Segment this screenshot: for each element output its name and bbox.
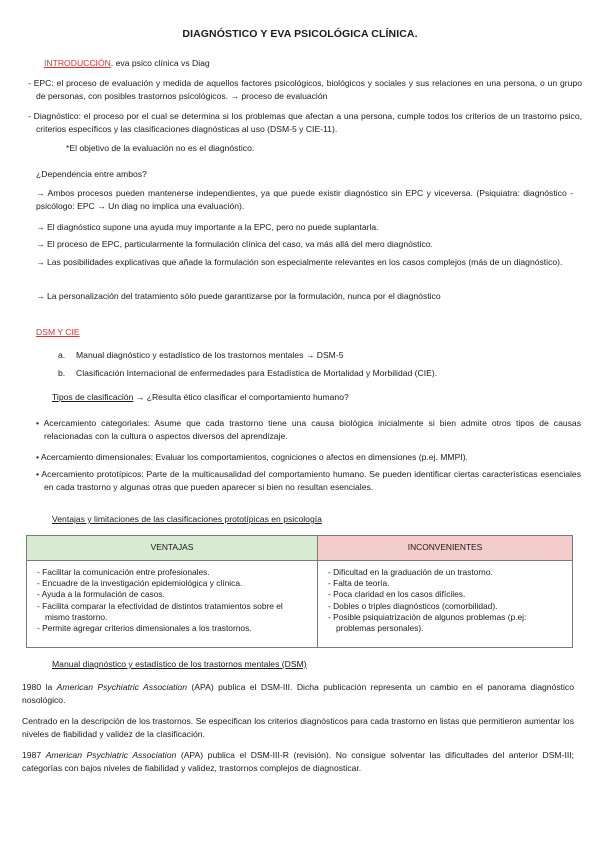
list-item-b: Clasificación Internacional de enfermedades para Estadística de Mortalidad y Morbilidad (CIE).: [76, 368, 438, 378]
ventajas-cell: [27, 561, 318, 648]
inconvenientes-cell: [318, 561, 573, 648]
inconvenientes-header: INCONVENIENTES: [318, 536, 573, 561]
list-item: - Dobles o triples diagnósticos (comorbilidad).: [328, 600, 498, 611]
list-item: - Facilita comparar la efectividad de distintos tratamientos sobre el mismo trastorno.: [37, 600, 283, 622]
intro-heading: INTRODUCCIÓN: [44, 58, 111, 68]
tipos-clasificacion-line: [52, 391, 349, 404]
epc-definition: - EPC: el proceso de evaluación y medida de aquellos factores psicológicos, biológicos y sociales y sus relaciones en una persona, o un grupo de personas, con posibles trastornos psicológicos. → proceso de evaluación: [28, 78, 582, 101]
list-item: - Permite agregar criterios dimensionales a los trastornos.: [37, 623, 252, 634]
dependencia-question: ¿Dependencia entre ambos?: [36, 169, 147, 179]
list-item: - Facilitar la comunicación entre profesionales.: [37, 567, 210, 577]
dsm-p2: Centrado en la descripción de los trastornos. Se especifican los criterios diagnósticos para cada trastorno en listas que permitieron aumentar los niveles de fiabilidad y validez de la clasificación.: [22, 716, 574, 739]
tipos-clasificacion-link[interactable]: Tipos de clasificación: [52, 392, 134, 402]
dsm-heading: Manual diagnóstico y estadístico de los trastornos mentales (DSM): [52, 659, 307, 669]
tipos-clasificacion-question: → ¿Resulta ético clasificar el comportamiento humano?: [133, 392, 349, 402]
list-item: - Posible psiquiatrización de algunos problemas (p.ej: problemas personales).: [328, 611, 527, 634]
ventajas-header: VENTAJAS: [27, 536, 318, 561]
list-marker-b: b.: [58, 368, 66, 378]
page-title: DIAGNÓSTICO Y EVA PSICOLÓGICA CLÍNICA.: [182, 28, 418, 40]
dependencia-p4: → Las posibilidades explicativas que añade la formulación son especialmente relevantes en los casos complejos (más de un diagnóstico).: [36, 257, 563, 267]
list-item: - Dificultad en la graduación de un trastorno.: [328, 567, 493, 577]
intro-subtitle: . eva psico clínica vs Diag: [110, 58, 210, 68]
intro-note: *El objetivo de la evaluación no es el diagnóstico.: [66, 143, 255, 153]
dependencia-p2: → El diagnóstico supone una ayuda muy importante a la EPC, pero no puede suplantarla.: [36, 222, 379, 232]
bullet-dimensionales: • Acercamiento dimensionales: Evaluar los comportamientos, cogniciones o afectos en dimensiones (p.ej. MMPI).: [36, 452, 468, 462]
ventajas-table: [26, 535, 573, 648]
table-caption: Ventajas y limitaciones de las clasificaciones prototípicas en psicología: [52, 514, 322, 524]
list-item-a: Manual diagnóstico y estadístico de los trastornos mentales → DSM-5: [76, 350, 344, 360]
dsm-p3: 1987 American Psychiatric Association (APA) publica el DSM-III-R (revisión). No consigue solventar las dificultades del anterior DSM-III; categorías con bajos niveles de fiabilidad y validez, trastornos complejos de diagnosticar.: [22, 750, 574, 773]
bullet-categoriales: • Acercamiento categoriales: Asume que cada trastorno tiene una causa biológica inicialmente si bien admite otros tipos de causas relacionadas con la cultura o aspectos diversos del aprendizaje.: [36, 418, 582, 441]
list-item: - Poca claridad en los casos difíciles.: [328, 589, 466, 600]
list-item: - Ayuda a la formulación de casos.: [37, 589, 165, 600]
intro-heading-line: [44, 57, 210, 70]
diag-definition: - Diagnóstico: el proceso por el cual se determina si los problemas que afectan a una persona, cumple todos los criterios de un trastorno psico, criterios específicos y las clasificaciones diagnósticas al uso (DSM-5 y CIE-11).: [28, 111, 583, 134]
dsm-cie-heading: DSM Y CIE: [36, 327, 80, 337]
dependencia-p3: → El proceso de EPC, particularmente la formulación clínica del caso, va más allá del mero diagnóstico.: [36, 239, 433, 249]
dependencia-p1: → Ambos procesos pueden mantenerse independientes, ya que puede existir diagnóstico sin EPC y viceversa. (Psiquiatra: diagnóstico - psicólogo: EPC → Un diag no implica una evaluación).: [36, 188, 573, 211]
dsm-p1: 1980 la American Psychiatric Association (APA) publica el DSM-III. Dicha publicación representa un cambio en el panorama diagnóstico nosológico.: [22, 682, 574, 705]
bullet-prototipicos: • Acercamiento prototípicos: Parte de la multicausalidad del comportamiento humano. Se pueden identificar ciertas características esenciales en cada trastorno y algunas otras que pueden aparecer si bien no resultan esenciales.: [36, 469, 581, 492]
list-marker-a: a.: [58, 350, 66, 360]
dependencia-p5: → La personalización del tratamiento sólo puede garantizarse por la formulación, nunca por el diagnóstico: [36, 291, 441, 301]
list-item: - Encuadre de la investigación epidemiológica y clínica.: [37, 578, 243, 589]
list-item: - Falta de teoría.: [328, 578, 390, 589]
